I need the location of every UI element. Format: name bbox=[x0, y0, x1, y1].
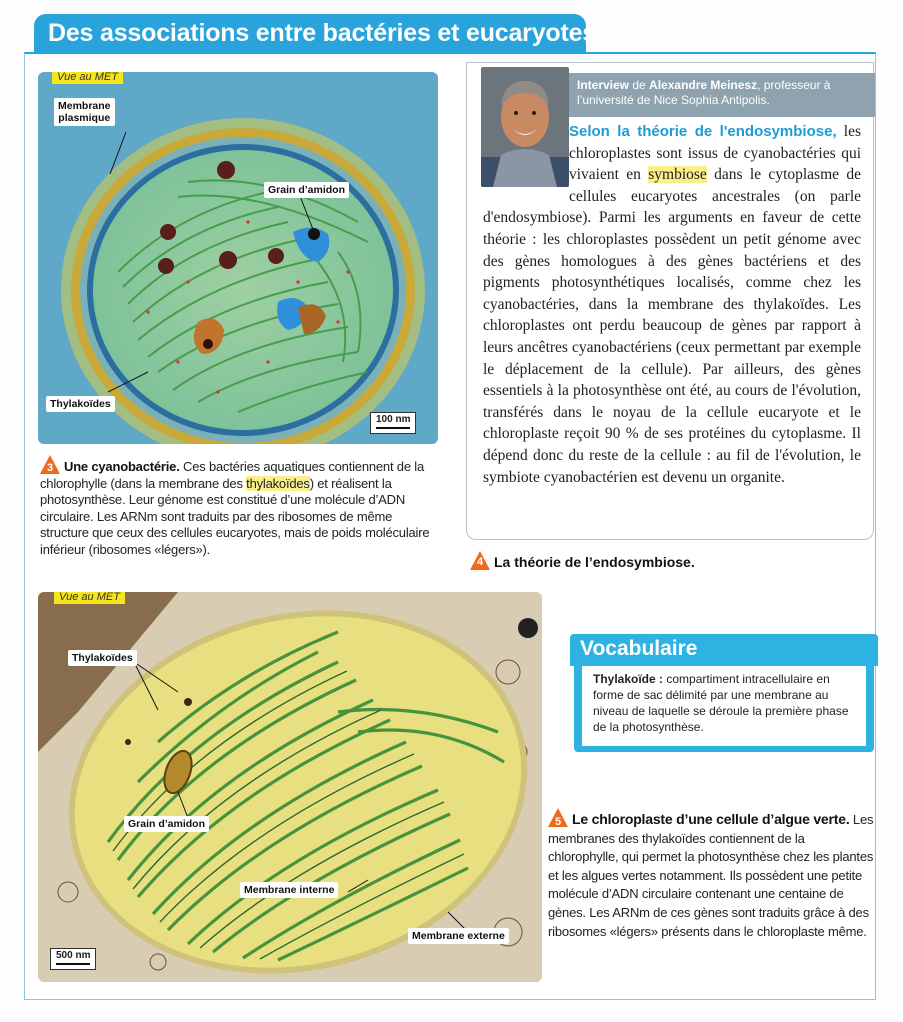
figure5-caption: 5 Le chloroplaste d’une cellule d’algue verte. Les membranes des thylakoïdes contiennent de la chlorophylle, qui permet la photosynthèse chez les plantes et les algues vertes notamment. Ils possèdent une petite molécule d’ADN circulaire contenant une centaine de gènes. Les ARNm de ces gènes sont traduits grâce à des ribosomes «légers» présents dans le chloroplaste même. bbox=[548, 808, 878, 941]
vocabulary-term: Thylakoïde : bbox=[593, 672, 664, 686]
label-membrane-externe: Membrane externe bbox=[408, 928, 509, 944]
label-grain-amidon: Grain d’amidon bbox=[124, 816, 209, 832]
scale-label: 100 nm bbox=[376, 414, 411, 425]
figure-number-badge: 4 bbox=[470, 551, 490, 571]
label-grain-amidon: Grain d’amidon bbox=[264, 182, 349, 198]
figure3-caption-title: Une cyanobactérie. bbox=[64, 459, 180, 474]
figure4-title: 4 La théorie de l’endosymbiose. bbox=[470, 551, 695, 571]
interview-box bbox=[466, 62, 874, 540]
vocabulary-definition: Thylakoïde : compartiment intracellulaire en forme de sac délimité par une membrane au niveau de laquelle se déroule la première phase de la photosynthèse. bbox=[582, 666, 866, 746]
figure5-caption-title: Le chloroplaste d’une cellule d’algue verte. bbox=[572, 811, 850, 827]
scale-bar bbox=[50, 948, 96, 970]
cyanobacterium-micrograph bbox=[38, 72, 438, 444]
cyanobacterium-image bbox=[38, 72, 438, 444]
highlighted-term: thylakoïdes bbox=[246, 475, 310, 491]
scale-label: 500 nm bbox=[56, 950, 91, 961]
label-membrane-interne: Membrane interne bbox=[240, 882, 338, 898]
interviewee-name: Alexandre Meinesz bbox=[649, 78, 758, 92]
label-membrane-plasmique: Membrane plasmique bbox=[54, 98, 115, 126]
label-thylakoides: Thylakoïdes bbox=[68, 650, 137, 666]
met-tag: Vue au MET bbox=[52, 72, 123, 84]
chloroplast-micrograph bbox=[38, 592, 542, 982]
figure3-caption: 3 Une cyanobactérie. Ces bactéries aquatiques contiennent de la chlorophylle (dans la membrane des thylakoïdes) et réalisent la photosynthèse. Leur génome est constitué d’une molécule d’ADN circulaire. Les ARNm sont traduits par des ribosomes de même structure que ceux des cellules eucaryotes, mais de poids moléculaire inférieur (ribosomes «légers»). bbox=[40, 455, 434, 558]
highlighted-term: symbiose bbox=[648, 166, 707, 184]
interview-header: Interview de Alexandre Meinesz, professeur à l’université de Nice Sophia Antipolis. bbox=[569, 73, 875, 117]
scale-bar bbox=[370, 412, 416, 434]
figure-number-badge: 3 bbox=[40, 455, 60, 475]
vocabulary-body bbox=[574, 660, 874, 752]
vocabulary-box bbox=[570, 634, 878, 752]
text-wrap-spacer bbox=[483, 121, 569, 191]
met-tag: Vue au MET bbox=[54, 592, 125, 604]
scale-line bbox=[56, 963, 90, 965]
interview-text: Selon la théorie de l'endosymbiose, les chloroplastes sont issus de cyanobactéries qui vivaient en symbiose dans le cytoplasme de cellules eucaryotes ancestrales (on parle d'endosymbiose). Parmi les arguments en faveur de cette théorie : les chloroplastes possèdent un petit génome avec des gènes homologues à des gènes bactériens et des pigments photosynthétiques localisés, comme chez les cyanobactéries, dans la membrane des thylakoïdes. Les chloroplastes ont perdu beaucoup de gènes par rapport à leurs ancêtres cyanobactériens (ceux permettant par exemple le déplacement de la cellule). Par ailleurs, des gènes essentiels à la photosynthèse ont été, au cours de l'évolution, transférés dans le noyau de la cellule eucaryote et le chloroplaste reçoit 90 % de ses protéines du cytoplasme. Il dépend donc du reste de la cellule : au fil de l'évolution, le symbiote cyanobactérien est devenu un organite. bbox=[483, 123, 862, 486]
vocabulary-title: Vocabulaire bbox=[570, 634, 878, 666]
figure-number-badge: 5 bbox=[548, 808, 568, 828]
interview-lead: Selon la théorie de l'endosymbiose, bbox=[569, 123, 837, 140]
page-title: Des associations entre bactéries et eucaryotes bbox=[34, 14, 586, 54]
label-thylakoides: Thylakoïdes bbox=[46, 396, 115, 412]
scale-line bbox=[376, 427, 410, 429]
